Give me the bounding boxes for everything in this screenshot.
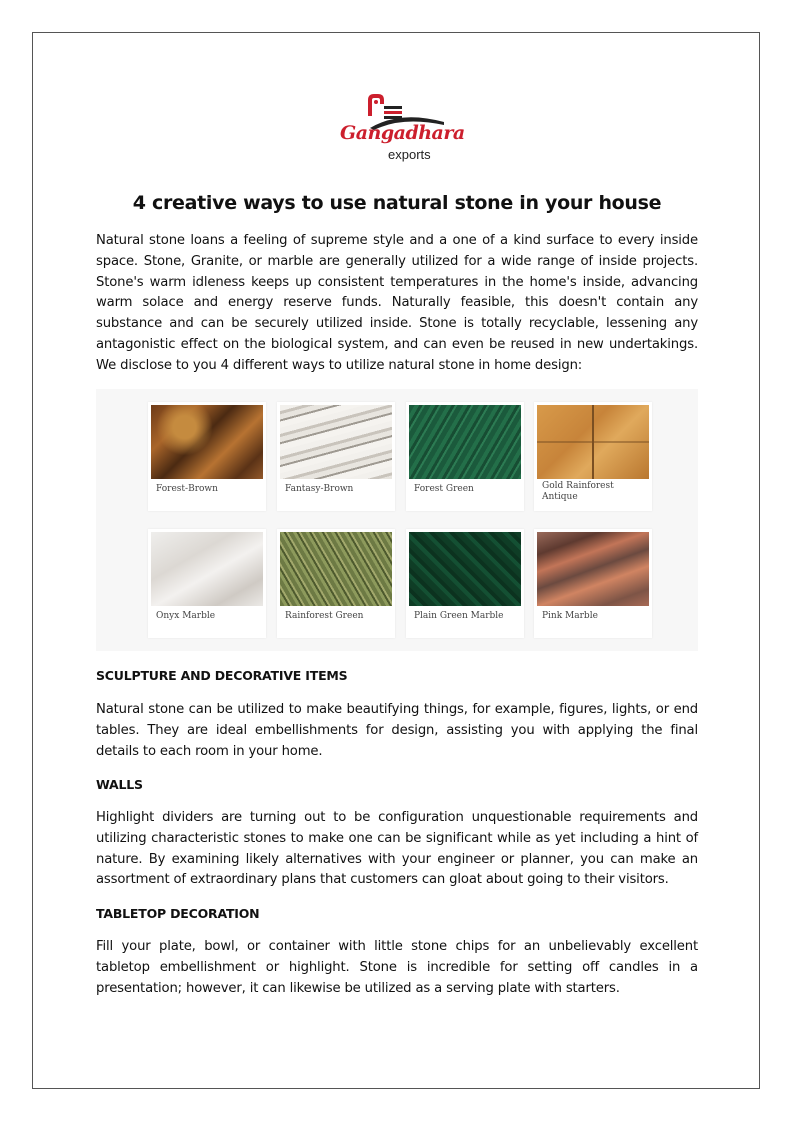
- section-body-sculpture: Natural stone can be utilized to make beautifying things, for example, figures, lights, or end tables. They are ideal embellishments for design, assisting you with applying the final details to each room in your home.: [96, 702, 698, 759]
- stone-swatch: [151, 405, 263, 479]
- gallery-tile: [406, 402, 524, 511]
- section-heading-sculpture: SCULPTURE AND DECORATIVE ITEMS: [96, 668, 348, 683]
- section-heading-walls: WALLS: [96, 777, 143, 792]
- gallery-caption: Forest-Brown: [156, 484, 218, 494]
- stone-swatch: [537, 405, 649, 479]
- gallery-tile: [534, 402, 652, 511]
- stone-swatch: [409, 532, 521, 606]
- gallery-caption: Onyx Marble: [156, 611, 216, 621]
- gallery-caption: Gold Rainforest Antique: [542, 481, 614, 502]
- gallery-caption: Pink Marble: [542, 611, 598, 621]
- brand-name: Gangadhara: [340, 122, 465, 144]
- section-heading-tabletop: TABLETOP DECORATION: [96, 906, 260, 921]
- gallery-caption: Plain Green Marble: [414, 611, 504, 621]
- gallery-caption: Fantasy-Brown: [285, 484, 354, 494]
- stone-swatch: [537, 532, 649, 606]
- brand-logo: [340, 92, 465, 172]
- stone-swatch: [151, 532, 263, 606]
- stone-swatch: [409, 405, 521, 479]
- gallery-tile: [148, 529, 266, 638]
- gallery-tile: [277, 529, 395, 638]
- gallery-caption: Rainforest Green: [285, 611, 364, 621]
- gallery-tile: [148, 402, 266, 511]
- gallery-tile: [277, 402, 395, 511]
- section-body-walls: Highlight dividers are turning out to be configuration unquestionable requirements and utilizing characteristic stones to make one can be significant while as yet including a hint of nature. By examining likely alternatives with your engineer or planner, you can make an assortment of extraordinary plans that customers can gloat about going to their visitors.: [96, 810, 698, 888]
- gallery-tile: [534, 529, 652, 638]
- stone-swatch: [280, 405, 392, 479]
- stone-swatch: [280, 532, 392, 606]
- gallery-caption: Forest Green: [414, 484, 474, 494]
- brand-sub: exports: [388, 147, 431, 162]
- stone-gallery: [96, 389, 698, 651]
- page-title: 4 creative ways to use natural stone in your house: [132, 192, 662, 214]
- section-body-tabletop: Fill your plate, bowl, or container with little stone chips for an unbelievably excellent tabletop embellishment or highlight. Stone is incredible for setting off candles in a presentation; however, it can likewise be utilized as a serving plate with starters.: [96, 939, 698, 996]
- gallery-tile: [406, 529, 524, 638]
- intro-paragraph: Natural stone loans a feeling of supreme style and a one of a kind surface to every inside space. Stone, Granite, or marble are generally utilized for a wide range of inside projects. Stone's warm idleness keeps up consistent temperatures in the home's inside, advancing warm solace and energy reserve funds. Naturally feasible, this doesn't contain any substance and can be securely utilized inside. Stone is totally recyclable, lessening any antagonistic effect on the biological system, and can even be reused in new undertakings. We disclose to you 4 different ways to utilize natural stone in home design:: [96, 233, 698, 373]
